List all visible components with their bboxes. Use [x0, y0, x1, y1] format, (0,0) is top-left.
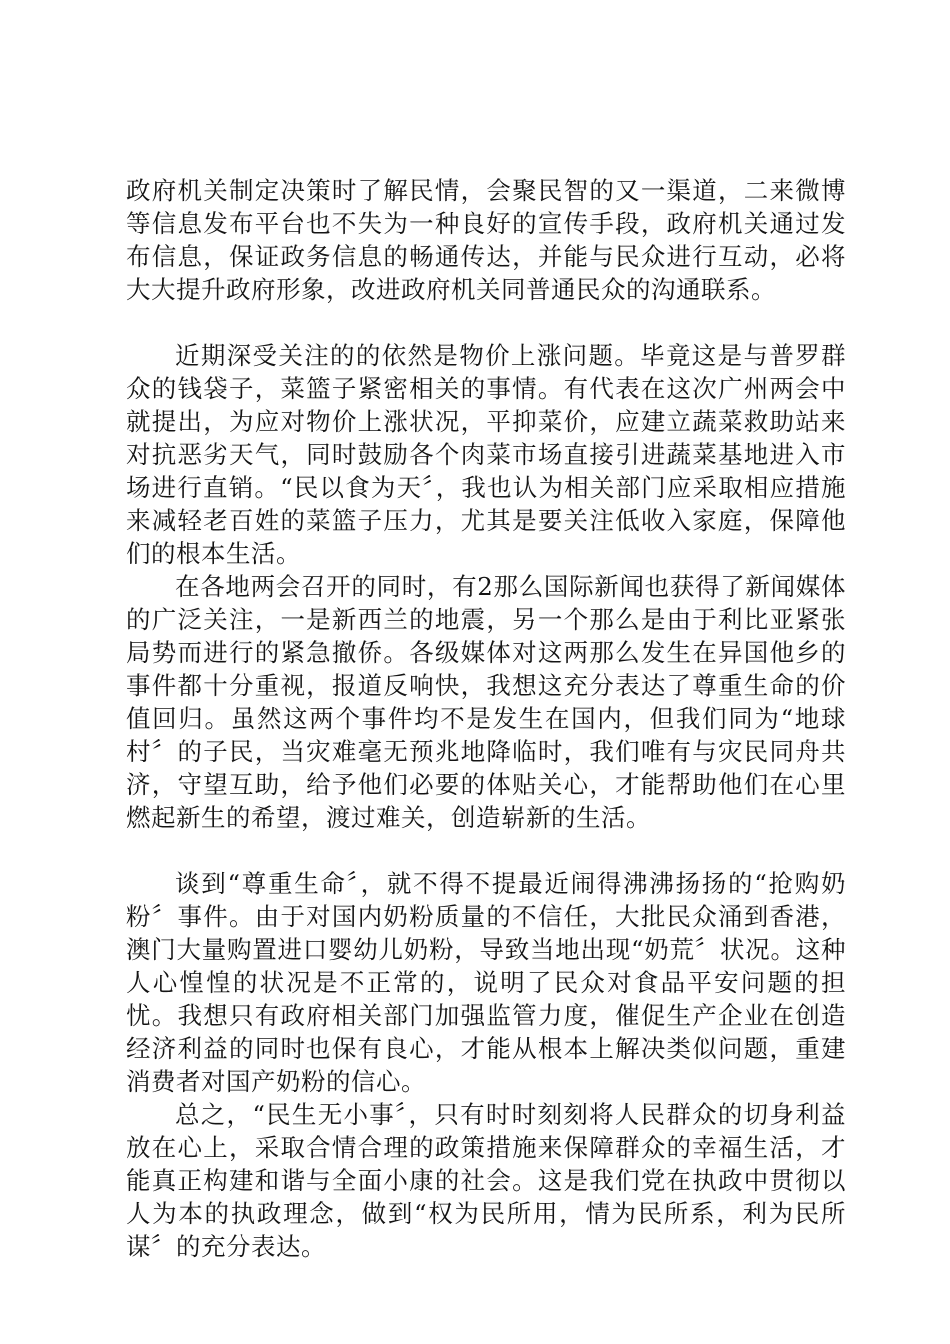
paragraph-5: 总之，“民生无小事〞，只有时时刻刻将人民群众的切身利益放在心上，采取合情合理的政策措施来保障群众的幸福生活，才能真正构建和谐与全面小康的社会。这是我们党在执政中贯彻以人为本的执政理念，做到“权为民所用，情为民所系，利为民所谋〞的充分表达。 [126, 1100, 846, 1261]
paragraph-2: 近期深受关注的的依然是物价上涨问题。毕竟这是与普罗群众的钱袋子，菜篮子紧密相关的事情。有代表在这次广州两会中就提出，为应对物价上涨状况，平抑菜价，应建立蔬菜救助站来对抗恶劣天气，同时鼓励各个肉菜市场直接引进蔬菜基地进入市场进行直销。“民以食为天〞，我也认为相关部门应采取相应措施来减轻老百姓的菜篮子压力，尤其是要关注低收入家庭，保障他们的根本生活。 [126, 341, 846, 568]
paragraph-4: 谈到“尊重生命〞，就不得不提最近闹得沸沸扬扬的“抢购奶粉〞事件。由于对国内奶粉质量的不信任，大批民众涌到香港，澳门大量购置进口婴幼儿奶粉，导致当地出现“奶荒〞状况。这种人心惶惶的状况是不正常的，说明了民众对食品平安问题的担忧。我想只有政府相关部门加强监管力度，催促生产企业在创造经济利益的同时也保有良心，才能从根本上解决类似问题，重建消费者对国产奶粉的信心。 [126, 869, 846, 1096]
paragraph-1: 政府机关制定决策时了解民情，会聚民智的又一渠道，二来微博等信息发布平台也不失为一种良好的宣传手段，政府机关通过发布信息，保证政务信息的畅通传达，并能与民众进行互动，必将大大提升政府形象，改进政府机关同普通民众的沟通联系。 [126, 176, 846, 304]
document-body [126, 174, 846, 1263]
paragraph-3: 在各地两会召开的同时，有2那么国际新闻也获得了新闻媒体的广泛关注，一是新西兰的地震，另一个那么是由于利比亚紧张局势而进行的紧急撤侨。各级媒体对这两那么发生在异国他乡的事件都十分重视，报道反响快，我想这充分表达了尊重生命的价值回归。虽然这两个事件均不是发生在国内，但我们同为“地球村〞的子民，当灾难毫无预兆地降临时，我们唯有与灾民同舟共济，守望互助，给予他们必要的体贴关心，才能帮助他们在心里燃起新生的希望，渡过难关，创造崭新的生活。 [126, 572, 846, 832]
